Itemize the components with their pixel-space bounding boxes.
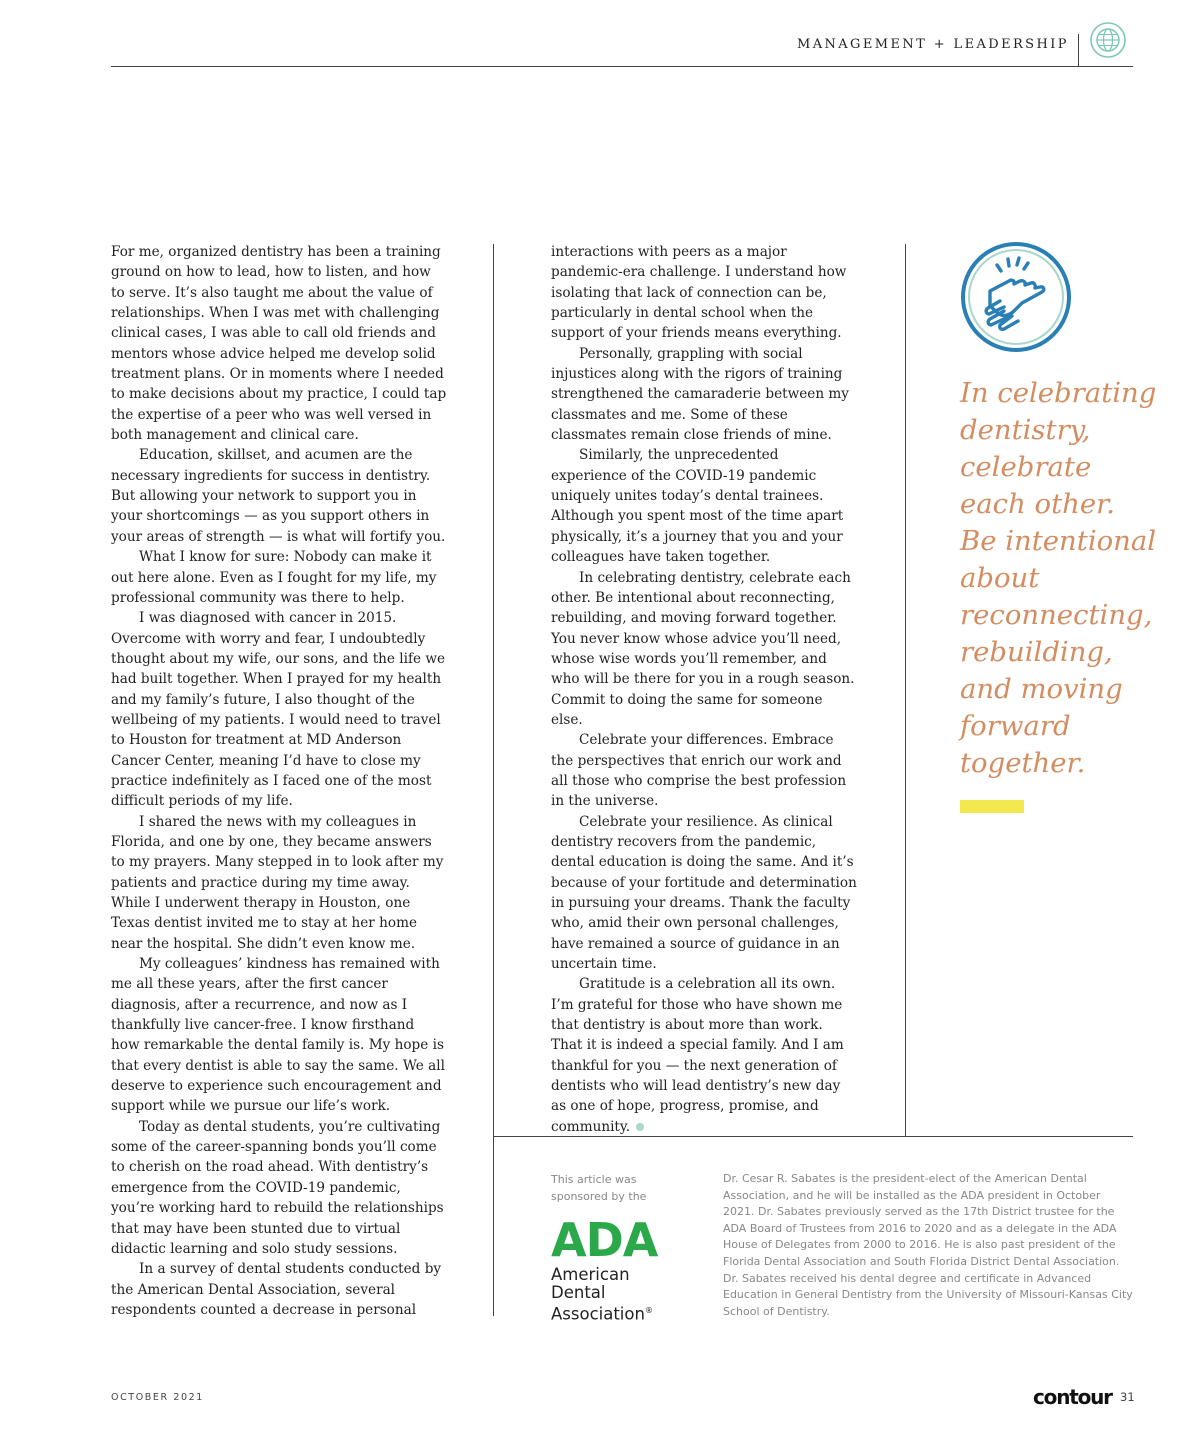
sponsor-line: This article was [551,1173,637,1186]
article-column-middle [551,242,857,1137]
paragraph: In celebrating dentistry, celebrate each other. Be intentional about reconnecting, rebuilding, and moving forward together. You never know whose advice you’ll need, whose wise words you’ll remember, and who will be there for you in a rough season. Commit to doing the same for someone else. [551,569,855,728]
paragraph: My colleagues’ kindness has remained with me all these years, after the first cancer diagnosis, after a recurrence, and now as I thankfully live cancer-free. I know firsthand how remarkable the dental family is. My hope is that every dentist is able to say the same. We all deserve to experience such encouragement and support while we pursue our life’s work. [111,956,445,1115]
ada-logo-line: American [551,1265,630,1284]
paragraph: In a survey of dental students conducted by the American Dental Association, several respondents counted a decrease in personal [111,1261,442,1318]
article-column-left [111,242,447,1320]
header-divider [1078,34,1079,67]
sponsor-line: sponsored by the [551,1190,647,1203]
paragraph: Today as dental students, you’re cultivating some of the career-spanning bonds you’ll come to cherish on the road ahead. With dentistry’s emergence from the COVID-19 pandemic, you’re working hard to rebuild the relationships that may have been stunted due to virtual didactic learning and solo study sessions. [111,1118,444,1257]
globe-icon [1090,22,1126,58]
column-divider [493,244,494,1316]
ada-logo-line: Dental [551,1283,606,1302]
paragraph: I shared the news with my colleagues in Florida, and one by one, they became answers to my prayers. Many stepped in to look after my patients and practice during my time away. While I underwent therapy in Houston, one Texas dentist invited me to stay at her home near the hospital. She didn’t even know me. [111,813,444,952]
paragraph: For me, organized dentistry has been a training ground on how to lead, how to listen, and how to serve. It’s also taught me about the value of relationships. When I was met with challenging clinical cases, I was able to call old friends and mentors whose advice helped me develop solid treatment plans. Or in moments where I needed to make decisions about my practice, I could tap the expertise of a peer who was well versed in both management and clinical care. [111,244,447,444]
paragraph: Celebrate your differences. Embrace the perspectives that enrich our work and all those who comprise the best profession in the universe. [551,732,847,810]
bio-paragraph: Dr. Sabates received his dental degree and certificate in Advanced Education in General Dentistry from the University of Missouri-Kansas City School of Dentistry. [723,1271,1133,1318]
author-bio [723,1171,1133,1320]
issue-date: OCTOBER 2021 [111,1392,204,1403]
ada-logo-line-last [551,1302,661,1324]
magazine-brand: contour [1033,1385,1112,1409]
paragraph: What I know for sure: Nobody can make it out here alone. Even as I fought for my life, my professional community was there to help. [111,549,437,606]
section-label: MANAGEMENT + LEADERSHIP [797,37,1069,52]
page-number: 31 [1120,1390,1135,1404]
section-rule [493,1136,1133,1137]
pull-quote: In celebrating dentistry, celebrate each other. Be intentional about reconnecting, rebuilding, and moving forward together. [960,377,1157,779]
registered-mark: ® [644,1306,653,1315]
accent-bar [960,800,1024,813]
sponsor-text [551,1171,671,1205]
paragraph: Similarly, the unprecedented experience of the COVID-19 pandemic uniquely unites today’s dental trainees. Although you spent most of the time apart physically, it’s a journey that you and your colleagues have taken together. [551,447,844,566]
paragraph: Celebrate your resilience. As clinical dentistry recovers from the pandemic, dental education is doing the same. And it’s because of your fortitude and determination in pursuing your dreams. Thank the faculty who, amid their own personal challenges, have remained a source of guidance in an uncertain time. [551,813,857,973]
clapping-hands-icon [960,241,1072,353]
paragraph: I was diagnosed with cancer in 2015. Overcome with worry and fear, I undoubtedly thought about my wife, our sons, and the life we had built together. When I prayed for my health and my family’s future, I also thought of the wellbeing of my patients. I would need to travel to Houston for treatment at MD Anderson Cancer Center, meaning I’d have to close my practice indefinitely as I faced one of the most difficult periods of my life. [111,610,446,810]
paragraph: Personally, grappling with social injustices along with the rigors of training strengthened the camaraderie between my classmates and me. Some of these classmates remain close friends of mine. [551,345,849,444]
paragraph: Education, skillset, and acumen are the necessary ingredients for success in dentistry. But allowing your network to support you in your shortcomings — as you support others in your areas of strength — is what will fortify you. [111,447,446,545]
end-mark-icon [636,1123,644,1131]
paragraph: interactions with peers as a major pandemic-era challenge. I understand how isolating that lack of connection can be, particularly in dental school when the support of your friends means everything. [551,244,847,342]
column-divider [905,244,906,1136]
ada-logo [551,1213,661,1324]
paragraph-last [551,974,857,1137]
bio-paragraph: Dr. Cesar R. Sabates is the president-elect of the American Dental Association, and he will be installed as the ADA president in October 2021. Dr. Sabates previously served as the 17th District trustee for the ADA Board of Trustees from 2016 to 2020 and as a delegate in the ADA House of Delegates from 2000 to 2016. He is also past president of the Florida Dental Association and South Florida District Dental Association. [723,1172,1120,1268]
ada-logo-name [551,1266,661,1324]
ada-logo-line: Association [551,1304,645,1324]
paragraph-text: Gratitude is a celebration all its own. I’m grateful for those who have shown me that dentistry is about more than work. That it is indeed a special family. And I am thankful for you — the next generation of dentists who will lead dentistry’s new day as one of hope, progress, promise, and community. [551,976,844,1135]
ada-logo-abbr: ADA [551,1213,658,1267]
header-rule [111,66,1133,67]
